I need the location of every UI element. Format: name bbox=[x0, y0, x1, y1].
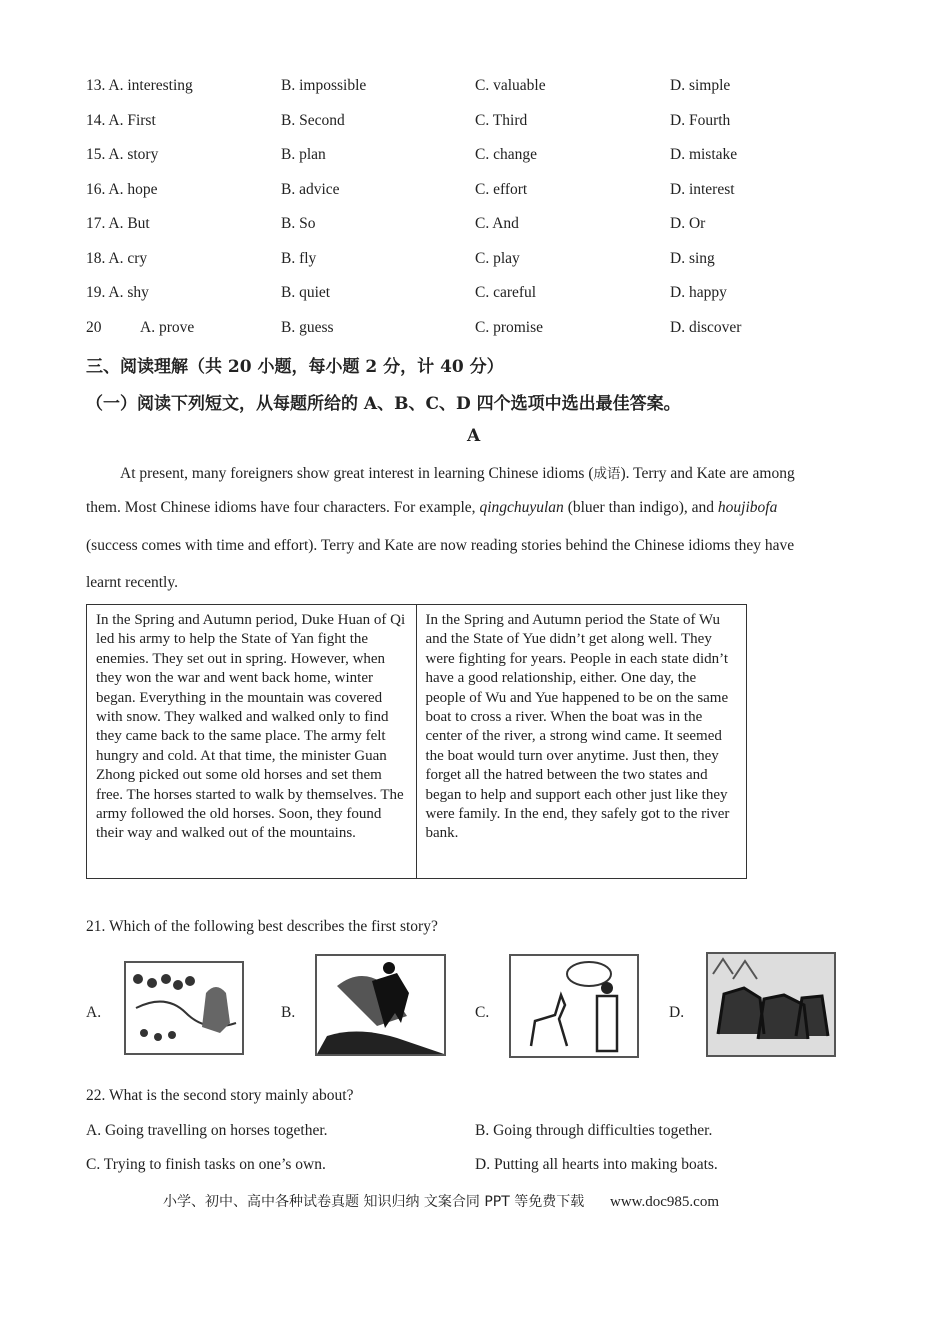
option-a: 14. A. First bbox=[86, 112, 156, 129]
passage-label: A bbox=[467, 426, 481, 446]
option-d: D. Fourth bbox=[670, 112, 731, 129]
option-d: D. happy bbox=[670, 284, 727, 301]
snowy-mountain-army-image bbox=[124, 961, 244, 1055]
option-c: C. effort bbox=[475, 181, 528, 198]
option-label: C. bbox=[475, 1004, 490, 1021]
option-label: D. bbox=[669, 1004, 685, 1021]
option-b: B. guess bbox=[281, 319, 334, 336]
old-horses-snow-image bbox=[706, 952, 836, 1057]
intro-line-3: (success comes with time and effort). Terry and Kate are now reading stories behind the Chinese idioms they have bbox=[86, 537, 795, 554]
option-label: B. bbox=[281, 1004, 296, 1021]
option-d: D. discover bbox=[670, 319, 742, 336]
option-c: C. And bbox=[475, 215, 519, 232]
option-c: C. change bbox=[475, 146, 537, 163]
option-b: B. So bbox=[281, 215, 316, 232]
intro-text: (bluer than indigo), and bbox=[563, 499, 718, 516]
option-row-20 bbox=[86, 319, 866, 339]
q22-option-c: C. Trying to finish tasks on one’s own. bbox=[86, 1156, 326, 1173]
section-instruction: （一）阅读下列短文，从每题所给的 A、B、C、D 四个选项中选出最佳答案。 bbox=[86, 394, 681, 414]
option-row-13 bbox=[86, 77, 866, 97]
intro-line-2 bbox=[86, 499, 777, 517]
horse-rider-cliff-image bbox=[315, 954, 446, 1056]
option-b: B. advice bbox=[281, 181, 340, 198]
option-a: 16. A. hope bbox=[86, 181, 158, 198]
option-d: D. sing bbox=[670, 250, 715, 267]
option-row-17 bbox=[86, 215, 866, 235]
question-21: 21. Which of the following best describes the first story? bbox=[86, 918, 438, 935]
option-c: C. Third bbox=[475, 112, 528, 129]
intro-text: ). Terry and Kate are among bbox=[620, 465, 795, 482]
idiom-pinyin: qingchuyulan bbox=[479, 499, 564, 516]
intro-text: At present, many foreigners show great interest in learning Chinese idioms ( bbox=[120, 465, 594, 482]
option-row-14 bbox=[86, 112, 866, 132]
option-row-19 bbox=[86, 284, 866, 304]
option-d: D. Or bbox=[670, 215, 706, 232]
option-a: A. prove bbox=[140, 319, 195, 336]
intro-line-4: learnt recently. bbox=[86, 574, 178, 591]
section-title: 三、阅读理解（共 20 小题，每小题 2 分，计 40 分） bbox=[86, 357, 504, 377]
footer bbox=[163, 1191, 719, 1211]
option-c: C. valuable bbox=[475, 77, 546, 94]
option-b: B. quiet bbox=[281, 284, 331, 301]
option-d: D. simple bbox=[670, 77, 731, 94]
option-a: 19. A. shy bbox=[86, 284, 149, 301]
q22-option-a: A. Going travelling on horses together. bbox=[86, 1122, 328, 1139]
option-b: B. impossible bbox=[281, 77, 367, 94]
story-table bbox=[86, 604, 747, 879]
story-right: In the Spring and Autumn period the State of Wu and the State of Yue didn’t get along well. They were fighting for years. People in each state didn’t have a good relationship, either. One day, the people of Wu and Yue happened to be on the same boat to cross a river. When the boat was in the center of the river, a strong wind came. It seemed the boat would turn over anytime. Just then, they forget all the hatred between the two states and began to help and support each other just like they were family. In the end, they safely got to the river bank. bbox=[425, 612, 730, 842]
option-row-18 bbox=[86, 250, 866, 270]
option-a: 17. A. But bbox=[86, 215, 150, 232]
option-row-16 bbox=[86, 181, 866, 201]
q22-option-d: D. Putting all hearts into making boats. bbox=[475, 1156, 718, 1173]
option-b: B. fly bbox=[281, 250, 317, 267]
idiom-pinyin: houjibofa bbox=[717, 499, 778, 516]
option-c: C. play bbox=[475, 250, 520, 267]
option-b: B. Second bbox=[281, 112, 345, 129]
option-c: C. careful bbox=[475, 284, 537, 301]
footer-text: 小学、初中、高中各种试卷真题 知识归纳 文案合同 PPT 等免费下载 bbox=[163, 1194, 585, 1210]
option-b: B. plan bbox=[281, 146, 326, 163]
option-d: D. interest bbox=[670, 181, 735, 198]
footer-link[interactable]: www.doc985.com bbox=[610, 1194, 720, 1210]
intro-chinese-word: 成语 bbox=[593, 466, 621, 482]
option-c: C. promise bbox=[475, 319, 544, 336]
deer-horse-scene-image bbox=[509, 954, 639, 1058]
question-number: 20 bbox=[86, 319, 102, 336]
option-a: 15. A. story bbox=[86, 146, 159, 163]
option-row-15 bbox=[86, 146, 866, 166]
q22-option-b: B. Going through difficulties together. bbox=[475, 1122, 713, 1139]
option-d: D. mistake bbox=[670, 146, 738, 163]
intro-text: them. Most Chinese idioms have four characters. For example, bbox=[86, 499, 480, 516]
question-22: 22. What is the second story mainly about? bbox=[86, 1087, 354, 1104]
intro-line-1 bbox=[120, 462, 795, 483]
option-label: A. bbox=[86, 1004, 102, 1021]
option-a: 18. A. cry bbox=[86, 250, 148, 267]
story-left: In the Spring and Autumn period, Duke Huan of Qi led his army to help the State of Yan fight the enemies. They set out in spring. However, when they won the war and went back home, winter began. Everything in the mountain was covered with snow. They walked and walked only to find they came back to the same place. The army felt hungry and cold. At that time, the minister Guan Zhong picked out some old horses and set them free. The horses started to walk by themselves. The army followed the old horses. Soon, they found their way and walked out of the mountains. bbox=[87, 605, 417, 878]
option-a: 13. A. interesting bbox=[86, 77, 193, 94]
